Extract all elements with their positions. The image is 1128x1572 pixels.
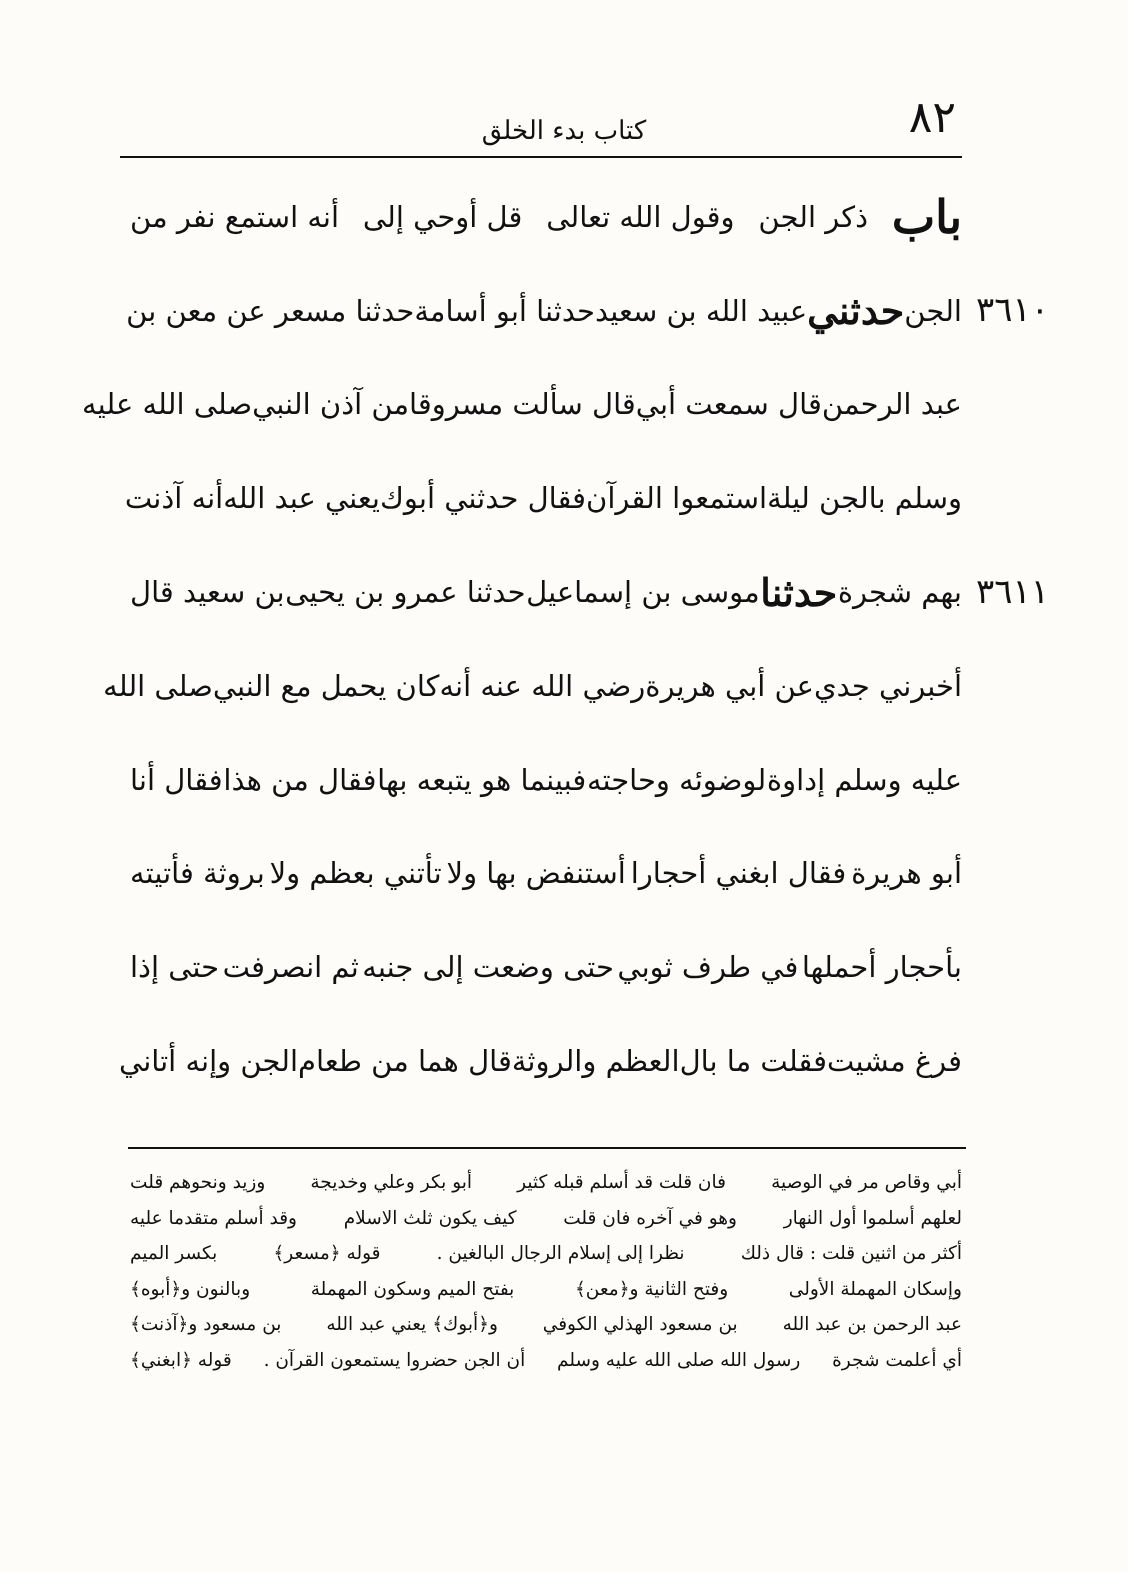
text-segment: صلى الله [103, 668, 213, 703]
text-segment: حدثنا أبو أسامة [414, 293, 595, 328]
hadith-number: ٣٦١١ [976, 572, 1050, 612]
text-segment: بن مسعود و﴿آذنت﴾ [130, 1314, 282, 1336]
commentary-line [130, 1343, 962, 1379]
running-title: كتاب بدء الخلق [481, 116, 647, 146]
text-segment: أن الجن حضروا يستمعون القرآن . [263, 1349, 526, 1371]
text-segment: لعلهم أسلموا أول النهار [783, 1207, 962, 1229]
text-segment: عبيد الله بن سعيد [595, 293, 808, 328]
text-segment: رضي الله عنه أنه [439, 668, 646, 703]
text-segment: عليه وسلم إداوة [766, 762, 962, 797]
text-segment: فان قلت قد أسلم قبله كثير [517, 1172, 726, 1194]
text-segment: حدثنا مسعر عن معن بن [126, 293, 415, 328]
commentary-line [130, 1236, 962, 1272]
text-segment: ذكر الجن [758, 199, 869, 234]
commentary [130, 1165, 962, 1378]
text-segment: بأحجار أحملها [801, 950, 962, 985]
text-segment: بفتح الميم وسكون المهملة [310, 1278, 515, 1300]
narration-marker: حدثنا [760, 569, 838, 615]
text-segment: أستنفض بها ولا [446, 856, 626, 891]
text-segment: في طرف ثوبي [617, 950, 799, 985]
main-text-line [130, 545, 962, 639]
main-text-line [126, 264, 962, 358]
commentary-line [130, 1272, 962, 1308]
text-segment: قال سألت مسروقا [409, 387, 636, 422]
text-segment: نظرا إلى إسلام الرجال البالغين . [436, 1243, 685, 1265]
text-segment: فقلت ما بال [679, 1044, 827, 1079]
text-segment: فقال حدثني أبوك [380, 481, 587, 516]
text-segment: وفتح الثانية و﴿معن﴾ [574, 1278, 729, 1300]
text-segment: أي أعلمت شجرة [832, 1349, 962, 1371]
main-text [82, 170, 962, 1108]
header-rule [120, 156, 962, 158]
main-text-line [103, 639, 962, 733]
hadith-number: ٣٦١٠ [976, 290, 1050, 330]
main-text-line [119, 1014, 962, 1108]
text-segment: يعني عبد الله [223, 481, 380, 516]
text-segment: وقول الله تعالى [546, 199, 735, 234]
main-text-line [130, 170, 962, 264]
text-segment: فقال من هذا [223, 762, 377, 797]
main-text-line [130, 827, 962, 921]
text-segment: وهو في آخره فان قلت [563, 1207, 737, 1229]
text-segment: وزيد ونحوهم قلت [130, 1172, 266, 1194]
text-segment: فقال أنا [130, 762, 223, 797]
text-segment: قوله ﴿مسعر﴾ [273, 1243, 381, 1265]
text-segment: من آذن النبي [252, 387, 410, 422]
text-segment: موسى بن إسماعيل [526, 575, 760, 610]
text-segment: حتى وضعت إلى جنبه [362, 950, 614, 985]
text-segment: بكسر الميم [130, 1243, 218, 1265]
text-segment: عبد الرحمن بن عبد الله [782, 1314, 962, 1336]
main-text-line [124, 451, 962, 545]
commentary-line [130, 1165, 962, 1201]
text-segment: أبي وقاص مر في الوصية [771, 1172, 962, 1194]
text-segment: وإسكان المهملة الأولى [788, 1278, 962, 1300]
main-text-line [130, 733, 962, 827]
text-segment: كان يحمل مع النبي [212, 668, 440, 703]
chapter-heading: باب [891, 189, 962, 244]
text-segment: كيف يكون ثلث الاسلام [343, 1207, 517, 1229]
text-segment: قوله ﴿ابغني﴾ [130, 1349, 232, 1371]
text-segment: أكثر من اثنين قلت : قال ذلك [740, 1243, 962, 1265]
text-segment: بن مسعود الهذلي الكوفي [542, 1314, 738, 1336]
text-segment: ثم انصرفت [222, 950, 359, 985]
text-segment: وسلم بالجن ليلة [767, 481, 962, 516]
text-segment: فرغ مشيت [826, 1044, 962, 1079]
text-segment: استمعوا القرآن [586, 481, 768, 516]
commentary-line [130, 1307, 962, 1343]
main-text-line [130, 920, 962, 1014]
text-segment: وبالنون و﴿أبوه﴾ [130, 1278, 251, 1300]
text-segment: عن أبي هريرة [645, 668, 814, 703]
text-segment: قل أوحي إلى [362, 199, 523, 234]
text-segment: أخبرني جدي [813, 668, 962, 703]
text-segment: لوضوئه وحاجته [586, 762, 767, 797]
text-segment: فقال ابغني أحجارا [630, 856, 847, 891]
text-segment: وقد أسلم متقدما عليه [130, 1207, 297, 1229]
commentary-line [130, 1201, 962, 1237]
footnote-rule [128, 1147, 966, 1149]
main-text-line [82, 358, 962, 452]
text-segment: أبو هريرة [851, 856, 962, 891]
narration-marker: حدثني [807, 288, 905, 334]
text-segment: حتى إذا [130, 950, 220, 985]
text-segment: أنه استمع نفر من [130, 199, 340, 234]
text-segment: أنه آذنت [124, 481, 224, 516]
text-segment: رسول الله صلى الله عليه وسلم [557, 1349, 801, 1371]
text-segment: بن سعيد قال [130, 575, 285, 610]
text-segment: قال هما من طعام [298, 1044, 512, 1079]
text-segment: الجن وإنه أتاني [119, 1044, 299, 1079]
page-number: ٨٢ [908, 92, 956, 143]
text-segment: الجن [904, 293, 962, 328]
text-segment: العظم والروثة [511, 1044, 680, 1079]
text-segment: بروثة فأتيته [130, 856, 265, 891]
text-segment: قال سمعت أبي [635, 387, 822, 422]
text-segment: حدثنا عمرو بن يحيى [285, 575, 526, 610]
text-segment: تأتني بعظم ولا [269, 856, 442, 891]
text-segment: عبد الرحمن [821, 387, 962, 422]
text-segment: صلى الله عليه [82, 387, 253, 422]
text-segment: بهم شجرة [837, 575, 962, 610]
text-segment: فبينما هو يتبعه بها [377, 762, 587, 797]
text-segment: و﴿أبوك﴾ يعني عبد الله [326, 1314, 498, 1336]
text-segment: أبو بكر وعلي وخديجة [310, 1172, 473, 1194]
